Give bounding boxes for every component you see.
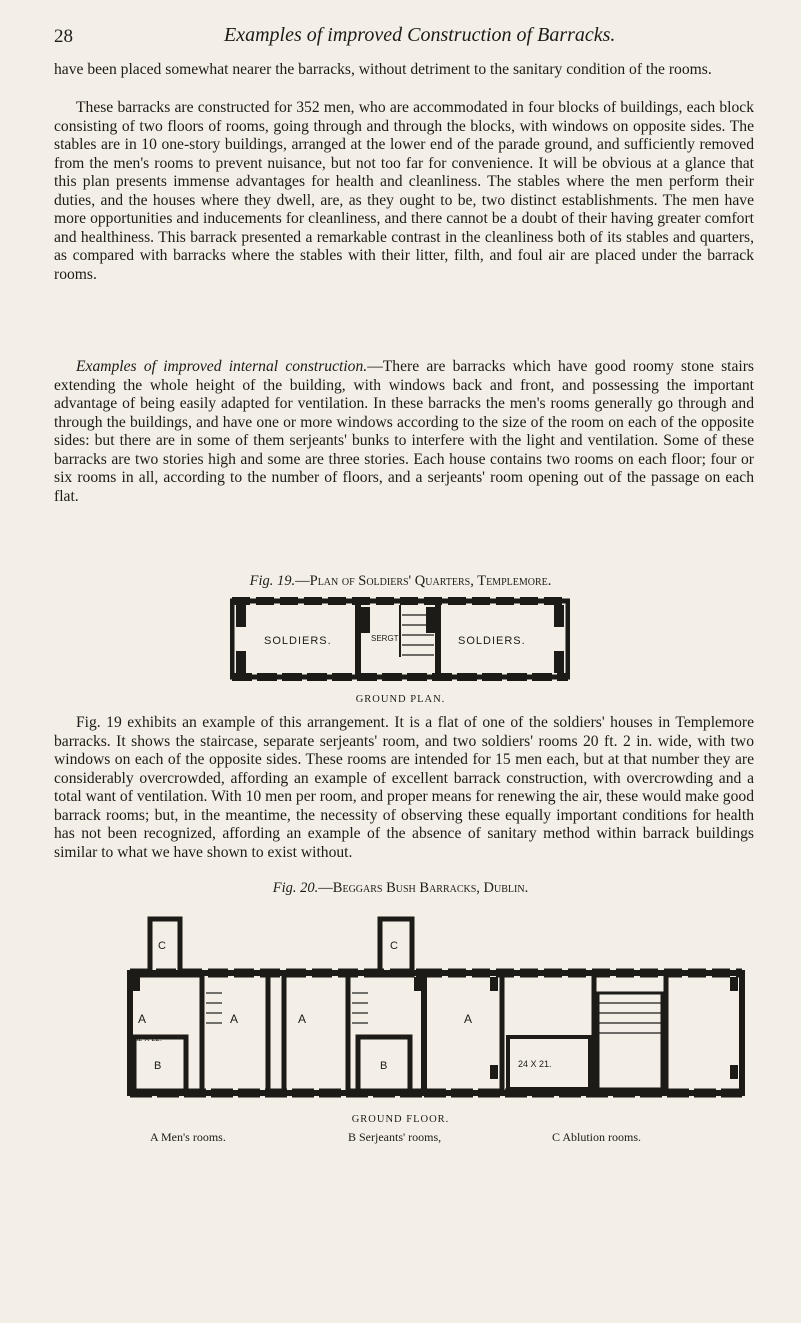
paragraph-barracks: These barracks are constructed for 352 men, who are accommodated in four blocks of buildings, each block consisting of two floors of rooms, going through and through the blocks, with windows on opposite sides. The stables are in 10 one-story buildings, arranged at the lower end of the parade ground, and sufficiently removed from the men's rooms to prevent nuisance, but not too far for convenience. It will be obvious at a glance that this plan presents immense advantages for health and cleanliness. The stables where the men perform their duties, and the houses where they dwell, are, as they ought to be, two distinct establishments. The men have more opportunities and inducements for cleanliness, and there cannot be a doubt of their having greater comfort and healthiness. This barrack presented a remarkable contrast in the cleanliness both of its stables and quarters, as compared with barracks where the stables with their litter, filth, and foul air are placed under the barrack rooms.	[54, 99, 754, 283]
fig20-label-a-4: A	[464, 1012, 473, 1026]
paragraph-fig19: Fig. 19 exhibits an example of this arrangement. It is a flat of one of the soldiers' houses in Templemore barracks. It shows the staircase, separate serjeants' room, and two soldiers' rooms 20 ft. 2 in. wide, with two windows on each of the opposite sides. These rooms are intended for 15 men each, but at that number they are considerably overcrowded, affording an example of excellent barrack construction, with overcrowding and a total want of ventilation. With 10 men per room, and proper means for renewing the air, these would make good barrack rooms; but, in the meantime, the necessity of observing these equally important conditions for health has not been recognized, affording an example of the absence of sanitary method within barrack buildings similar to what we have shown to exist without.	[54, 714, 754, 861]
section-body: —There are barracks which have good roomy stone stairs extending the whole height of the building, with windows back and front, and possessing the important advantage of being easily adapted for ventilation. In these barracks the men's rooms generally go through and through the buildings, and have one or more windows according to the size of the room on each of the opposite sides: but there are in some of them serjeants' bunks to interfere with the light and ventilation. Some of these barracks are two stories high and some are three stories. Each house contains two rooms on each floor; four or six rooms in all, according to the number of floors, and a serjeants' room opening out of the passage on each flat.	[54, 358, 755, 505]
fig20-plan	[118, 905, 758, 1105]
fig20-label-a-3: A	[298, 1012, 307, 1026]
fig20-number: Fig. 20.	[272, 880, 319, 896]
fig20-dim-left: 82 X 22.	[134, 1034, 162, 1043]
fig20-caption	[0, 880, 801, 897]
fig19-sub: GROUND PLAN.	[355, 694, 446, 705]
fig19-title: —Plan of Soldiers' Quarters, Templemore.	[295, 573, 552, 589]
running-title: Examples of improved Construction of Barracks.	[224, 24, 616, 46]
fig20-label-a-2: A	[230, 1012, 239, 1026]
fig20-label-c-center: C	[390, 940, 398, 952]
fig20-label-c-left: C	[158, 940, 166, 952]
page-number: 28	[54, 26, 73, 47]
fig20-label-b-left: B	[154, 1060, 162, 1072]
fig19-label-sergeant: SERGT	[371, 634, 399, 643]
fig19-label-soldiers-right: SOLDIERS.	[458, 635, 526, 647]
fig20-legend-c: C Ablution rooms.	[552, 1130, 642, 1144]
section-heading: Examples of improved internal construction.	[76, 358, 368, 375]
fig20-dim-right: 24 X 21.	[518, 1059, 552, 1069]
running-header	[54, 22, 754, 52]
fig20-title: —Beggars Bush Barracks, Dublin.	[318, 880, 529, 896]
fig20-legend-b: B Serjeants' rooms,	[348, 1130, 442, 1144]
fig20-legend-a: A Men's rooms.	[150, 1130, 226, 1144]
fig19-plan	[230, 597, 570, 687]
fig20-label-b-center: B	[380, 1060, 388, 1072]
fig20-label-a-1: A	[138, 1012, 147, 1026]
fig19-caption	[0, 573, 801, 590]
fig19-number: Fig. 19.	[249, 573, 296, 589]
paragraph-continued: have been placed somewhat nearer the barracks, without detriment to the sanitary condition of the rooms.	[54, 61, 712, 78]
fig20-sub: GROUND FLOOR.	[351, 1114, 450, 1125]
paragraph-internal-construction	[54, 358, 754, 506]
fig19-label-soldiers-left: SOLDIERS.	[264, 635, 332, 647]
